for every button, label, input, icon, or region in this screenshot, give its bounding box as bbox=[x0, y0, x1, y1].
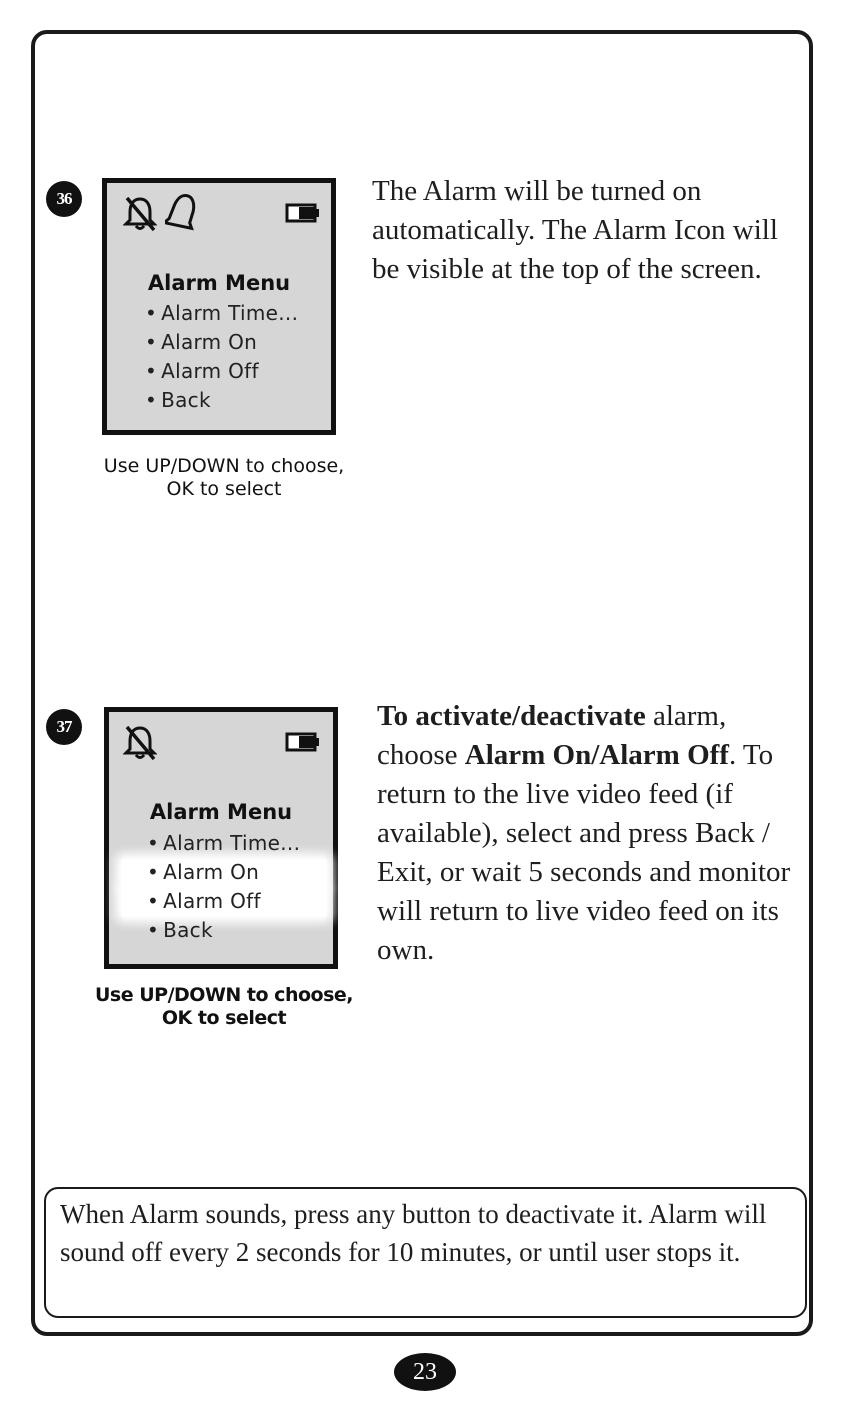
note-text: When Alarm sounds, press any button to deactivate it. Alarm will sound off every 2 seconds for 10 minutes, or until user stops it. bbox=[60, 1199, 767, 1267]
monitor-screen bbox=[102, 178, 336, 435]
menu-item-alarm-on[interactable]: • Alarm On bbox=[145, 328, 298, 357]
body-text-part: . To return to the live video feed (if available), select and press Back / Exit, or wait 5 seconds and monitor will return to live video feed on its own. bbox=[377, 739, 791, 966]
step-description bbox=[377, 697, 797, 970]
alarm-muted-icon bbox=[123, 724, 157, 767]
step-number-badge: 37 bbox=[46, 709, 82, 745]
body-text-part: alarm, choose bbox=[377, 700, 727, 771]
menu-list bbox=[145, 299, 298, 415]
menu-item-back[interactable]: • Back bbox=[145, 386, 298, 415]
note-box bbox=[44, 1187, 807, 1318]
emphasis-text: To activate/deactivate bbox=[377, 700, 646, 732]
monitor-screen bbox=[104, 707, 338, 969]
step-description: The Alarm will be turned on automatically. The Alarm Icon will be visible at the top of the screen. bbox=[372, 175, 778, 285]
menu-item-alarm-on[interactable]: • Alarm On bbox=[147, 858, 300, 887]
screen-caption: Use UP/DOWN to choose, OK to select bbox=[103, 455, 345, 500]
menu-title: Alarm Menu bbox=[149, 800, 293, 824]
step-number-badge: 36 bbox=[46, 181, 82, 217]
menu-item-back[interactable]: • Back bbox=[147, 916, 300, 945]
menu-item-alarm-off[interactable]: • Alarm Off bbox=[147, 887, 300, 916]
menu-list bbox=[147, 829, 300, 945]
page-number: 23 bbox=[394, 1353, 456, 1391]
emphasis-text: Alarm On/Alarm Off bbox=[464, 739, 729, 771]
screen-caption: Use UP/DOWN to choose, OK to select bbox=[95, 984, 353, 1029]
menu-item-alarm-off[interactable]: • Alarm Off bbox=[145, 357, 298, 386]
menu-item-alarm-time[interactable]: • Alarm Time... bbox=[145, 299, 298, 328]
alarm-muted-icon bbox=[123, 195, 157, 238]
menu-item-alarm-time[interactable]: • Alarm Time... bbox=[147, 829, 300, 858]
battery-icon bbox=[285, 732, 321, 757]
battery-icon bbox=[285, 203, 321, 228]
bell-icon bbox=[165, 191, 199, 238]
menu-title: Alarm Menu bbox=[147, 271, 291, 295]
